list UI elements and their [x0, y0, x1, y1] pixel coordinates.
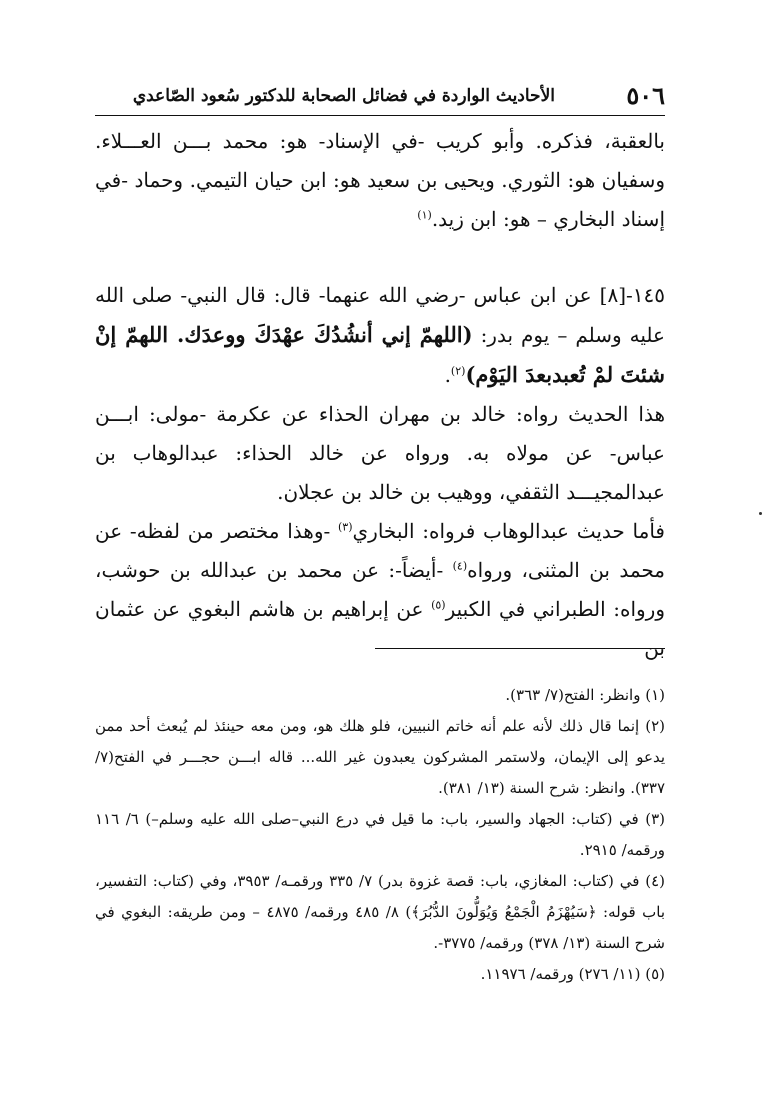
footnote-1: (١) وانظر: الفتح(٧/ ٣٦٣).: [505, 686, 665, 704]
paragraph-transmission: [95, 395, 665, 512]
paragraph-text: بالعقبة، فذكره. وأبو كريب -في الإسناد- هو: محمد بـــن العـــلاء. وسفيان هو: الثوري. ويحيى بن سعيد هو: ابن حيان التيمي. وحماد -في إسناد البخاري – هو: ابن زيد.: [95, 129, 665, 231]
paragraph-text: عن إبراهيم بن هاشم البغوي عن عثمان بن: [95, 597, 665, 660]
hadith-end: .: [444, 363, 451, 387]
paragraph-text: هذا الحديث رواه: خالد بن مهران الحذاء عن عكرمة -مولى: ابـــن عباس- عن مولاه به. ورواه عن خالد الحذاء: عبدالوهاب بن عبدالمجيـــد الثقفي، ووهيب بن خالد بن عجلان.: [95, 402, 665, 504]
header-rule: [95, 115, 665, 116]
footnote-2: (٢) إنما قال ذلك لأنه علم أنه خاتم النبيين، فلو هلك هو، ومن معه حينئذ لم يُبعث أحد ممن يدعو إلى الإيمان، ولاستمر المشركون يعبدون غير الله... قاله ابـــن حجـــر في الفتح(٧/ ٣٣٧). وانظر: شرح السنة (١٣/ ٣٨١).: [95, 717, 665, 797]
footnote-ref: (٤): [452, 559, 468, 573]
hadith-intro: ١٤٥-[٨] عن ابن عباس -رضي الله عنهما- قال: قال النبي- صلى الله عليه وسلم – يوم بدر:: [95, 283, 665, 347]
paragraph-abdulwahhab: [95, 512, 665, 668]
footnote-ref: (١): [417, 208, 432, 222]
paragraph-text: -أيضاً-: عن محمد بن عبدالله بن حوشب، ورواه: الطبراني في الكبير: [95, 558, 665, 621]
footnote-ref: (٥): [431, 598, 446, 612]
footnote-5: (٥) (١١/ ٢٧٦) ورقمه/ ١١٩٧٦.: [480, 965, 665, 983]
main-text: [95, 122, 665, 668]
footnote-separator: [375, 648, 665, 649]
page-number: ٥٠٦: [626, 81, 665, 110]
page-header: [95, 80, 665, 116]
footnote-ref: (٢): [450, 364, 466, 378]
scan-speck: [759, 512, 762, 515]
footnote-4: (٤) في (كتاب: المغازي، باب: قصة غزوة بدر) ٧/ ٣٣٥ ورقمـه/ ٣٩٥٣، وفي (كتاب: التفسير، باب قوله: ﴿سَيُهْزَمُ الْجَمْعُ وَيُوَلُّونَ الدُّبُرَ﴾) ٨/ ٤٨٥ ورقمه/ ٤٨٧٥ – ومن طريقه: البغوي في شرح السنة (١٣/ ٣٧٨) ورقمه/ ٣٧٧٥-.: [95, 872, 666, 952]
paragraph-text: -وهذا مختصر من لفظه- عن محمد بن المثنى، ورواه: [95, 519, 666, 582]
paragraph-gap: [95, 239, 665, 276]
paragraph-narrators: [95, 122, 665, 239]
hadith-quote: (اللهمّ إني أنشُدُكَ عهْدَكَ ووعدَك. اللهمّ إنْ شئتَ لمْ تُعبدبعدَ اليَوْم): [95, 322, 665, 387]
paragraph-text: فأما حديث عبدالوهاب فرواه: البخاري: [352, 519, 665, 543]
running-title: الأحاديث الواردة في فضائل الصحابة للدكتور سُعود الصّاعدي: [132, 86, 555, 106]
footnote-3: (٣) في (كتاب: الجهاد والسير، باب: ما قيل في درع النبي–صلى الله عليه وسلم–) ٦/ ١١٦ ورقمه/ ٢٩١٥.: [95, 810, 665, 859]
footnotes: [95, 680, 665, 990]
footnote-ref: (٣): [338, 520, 353, 534]
paragraph-hadith: [95, 276, 665, 395]
